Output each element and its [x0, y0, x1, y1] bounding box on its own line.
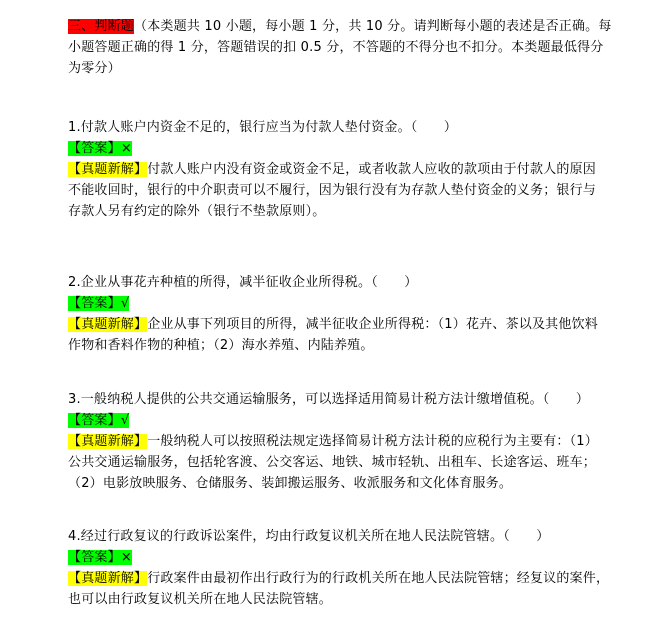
answer-mark: √	[120, 413, 130, 428]
answer-badge	[68, 296, 129, 311]
answer-badge	[68, 141, 132, 156]
question-stem: 4.经过行政复议的行政诉讼案件，均由行政复议机关所在地人民法院管辖。（ ）	[68, 529, 550, 544]
section-title: 三、判断题	[68, 19, 135, 34]
explanation-line-3: 存款人另有约定的除外（银行不垫款原则）。	[68, 204, 326, 219]
explanation-label: 【真题新解】	[68, 317, 148, 332]
explanation-text: 企业从事下列项目的所得，减半征收企业所得税：（1）花卉、茶以及其他饮料	[147, 317, 598, 332]
explanation-line-3: （2）电影放映服务、仓储服务、装卸搬运服务、收派服务和文化体育服务。	[68, 476, 513, 491]
explanation-label: 【真题新解】	[68, 571, 148, 586]
question-2	[68, 272, 598, 356]
question-stem: 3.一般纳税人提供的公共交通运输服务，可以选择适用简易计税方法计缴增值税。（ ）	[68, 392, 590, 407]
explanation-label: 【真题新解】	[68, 162, 148, 177]
explanation-line-1	[68, 568, 610, 589]
answer-mark: ×	[120, 141, 132, 156]
explanation-line-1	[68, 159, 598, 180]
question-stem: 1.付款人账户内资金不足的，银行应当为付款人垫付资金。（ ）	[68, 120, 458, 135]
explanation-line-2: 也可以由行政复议机关所在地人民法院管辖。	[68, 592, 333, 607]
answer-label: 【答案】	[68, 296, 121, 311]
answer-mark: ×	[120, 550, 132, 565]
answer-badge	[68, 413, 129, 428]
section-header	[68, 16, 612, 79]
answer-label: 【答案】	[68, 141, 121, 156]
explanation-line-2: 作物和香料作物的种植；（2）海水养殖、内陆养殖。	[68, 338, 374, 353]
answer-line	[68, 547, 598, 568]
explanation-text: 行政案件由最初作出行政行为的行政机关所在地人民法院管辖；经复议的案件，	[147, 571, 610, 586]
answer-line	[68, 138, 598, 159]
explanation-line-2: 公共交通运输服务，包括轮客渡、公交客运、地铁、城市轻轨、出租车、长途客运、班车；	[68, 455, 597, 470]
explanation-label: 【真题新解】	[68, 434, 148, 449]
section-instructions-1: （本类题共 10 小题，每小题 1 分，共 10 分。请判断每小题的表述是否正确。每	[134, 19, 612, 34]
explanation-text: 一般纳税人可以按照税法规定选择简易计税方法计税的应税行为主要有：（1）	[147, 434, 598, 449]
section-instructions-3: 为零分）	[68, 61, 121, 76]
answer-mark: √	[120, 296, 130, 311]
explanation-line-1	[68, 431, 598, 452]
explanation-line-1	[68, 314, 598, 335]
question-1	[68, 117, 598, 222]
answer-label: 【答案】	[68, 413, 121, 428]
answer-line	[68, 293, 598, 314]
answer-label: 【答案】	[68, 550, 121, 565]
explanation-line-2: 不能收回时，银行的中介职责可以不履行，因为银行没有为存款人垫付资金的义务；银行与	[68, 183, 597, 198]
question-3	[68, 389, 598, 494]
answer-line	[68, 410, 598, 431]
question-stem: 2.企业从事花卉种植的所得，减半征收企业所得税。（ ）	[68, 275, 418, 290]
question-4	[68, 526, 610, 610]
explanation-text: 付款人账户内没有资金或资金不足，或者收款人应收的款项由于付款人的原因	[147, 162, 597, 177]
section-header-line-1	[68, 16, 612, 37]
section-instructions-2: 小题答题正确的得 1 分，答题错误的扣 0.5 分，不答题的不得分也不扣分。本类题最低得分	[68, 40, 604, 55]
answer-badge	[68, 550, 132, 565]
